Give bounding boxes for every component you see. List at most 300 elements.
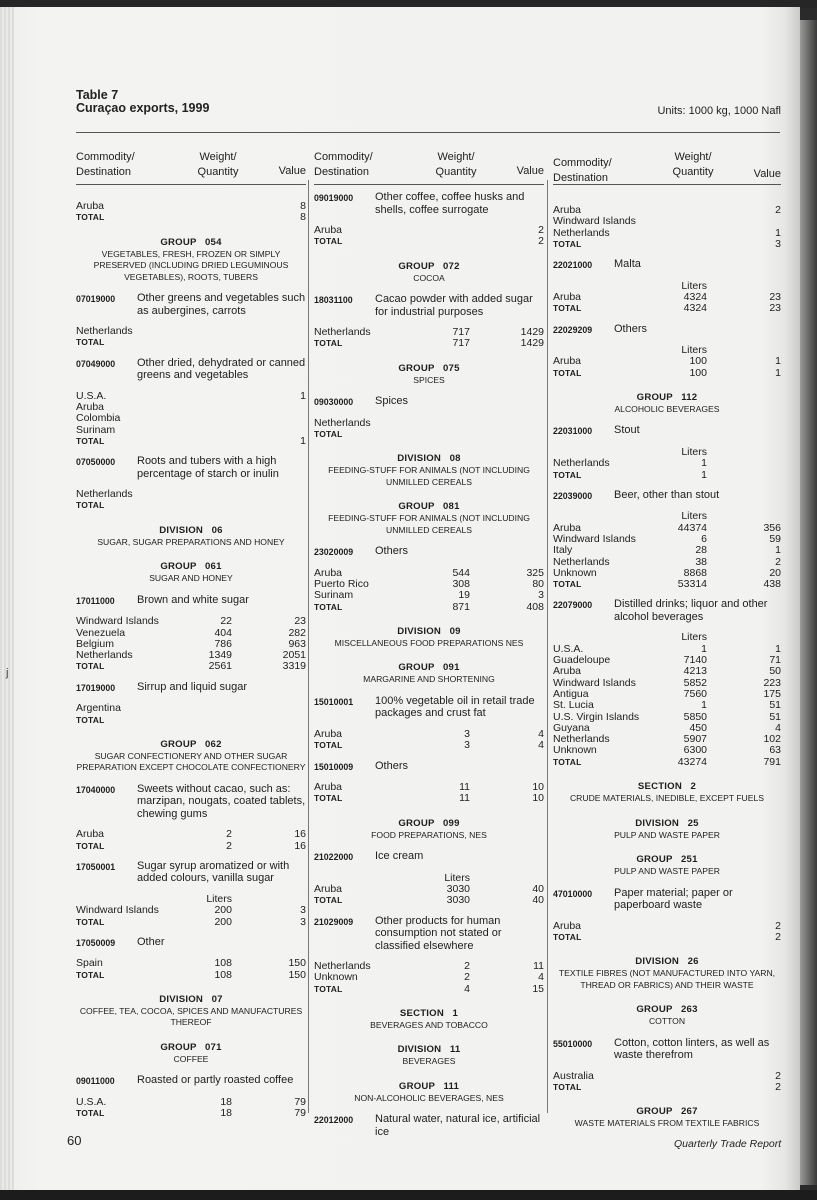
destination: TOTAL — [76, 1108, 105, 1119]
commodity-entry — [314, 1113, 544, 1138]
quantity: 1 — [701, 468, 707, 481]
page-stack-edge — [0, 7, 14, 1191]
page-number: 60 — [67, 1133, 82, 1148]
quantity: 11 — [459, 792, 470, 805]
destination: St. Lucia — [553, 699, 594, 712]
destination-rows — [553, 1071, 781, 1094]
destination: Colombia — [76, 412, 121, 425]
heading-title: GROUP 263 — [636, 1004, 698, 1016]
destination-rows — [553, 281, 781, 315]
value: 2 — [775, 919, 781, 932]
heading-subtitle: FOOD PREPARATIONS, NES — [371, 829, 487, 840]
commodity-code: 15010009 — [314, 761, 354, 772]
heading-subtitle: NON-ALCOHOLIC BEVERAGES, NES — [354, 1092, 504, 1103]
heading-title: DIVISION 26 — [635, 956, 699, 968]
destination-rows — [553, 447, 781, 481]
heading-subtitle: TEXTILE FIBRES (NOT MANUFACTURED INTO YARN, — [558, 968, 776, 979]
destination: Surinam — [314, 589, 354, 602]
commodity-description: Brown and white sugar — [137, 593, 249, 606]
destination: Windward Islands — [76, 904, 159, 917]
quantity: 4 — [464, 982, 470, 995]
classification-heading — [76, 1042, 306, 1066]
destination: Italy — [553, 544, 573, 557]
classification-heading — [553, 1106, 781, 1130]
heading-subtitle: PULP AND WASTE PAPER — [614, 866, 720, 876]
total-row — [76, 661, 306, 672]
destination-rows — [76, 391, 306, 447]
commodity-description: Roots and tubers with a high percentage of starch or inulin — [137, 455, 279, 480]
value: 1 — [775, 226, 781, 239]
destination: Windward Islands — [553, 676, 636, 689]
total-row — [553, 368, 781, 379]
table-row — [76, 201, 306, 212]
value: 40 — [532, 882, 544, 895]
heading-subtitle: PULP AND WASTE PAPER — [614, 829, 720, 840]
table-row — [553, 458, 781, 469]
value: 150 — [288, 968, 306, 981]
quantity: 108 — [214, 957, 232, 970]
quantity: 2561 — [208, 660, 232, 673]
units-note: Units: 1000 kg, 1000 Nafl — [657, 105, 781, 117]
quantity: 38 — [695, 555, 707, 568]
header-commodity: Commodity/ Destination — [314, 151, 373, 178]
quantity: 2 — [464, 971, 470, 984]
table-column-1 — [76, 150, 306, 1120]
destination: Windward Islands — [76, 615, 159, 628]
destination: Netherlands — [76, 488, 133, 501]
destination: Aruba — [76, 400, 105, 413]
commodity-entry — [76, 594, 306, 608]
value: 16 — [294, 839, 306, 852]
table-row — [553, 216, 781, 227]
quantity: 5850 — [683, 710, 707, 723]
commodity-description: Other dried, dehydrated or canned greens and vegetables — [137, 356, 306, 382]
quantity: 7560 — [683, 687, 707, 700]
commodity-description: Spices — [375, 395, 409, 408]
heading-subtitle: UNMILLED CEREALS — [386, 476, 472, 487]
quantity: 308 — [452, 578, 470, 591]
destination: Surinam — [76, 423, 116, 436]
commodity-code: 15010001 — [314, 696, 354, 707]
commodity-description: Cotton, cotton linters, as well as waste therefrom — [614, 1036, 770, 1062]
destination-rows — [76, 1097, 306, 1120]
quantity: 53314 — [677, 578, 707, 591]
classification-heading — [314, 662, 544, 686]
destination: Netherlands — [76, 325, 133, 338]
value: 150 — [288, 957, 306, 970]
total-row — [76, 841, 306, 852]
destination-rows — [553, 632, 781, 768]
value: 408 — [526, 600, 544, 613]
destination-rows — [76, 829, 306, 852]
commodity-description: Malta — [614, 258, 641, 271]
value: 23 — [769, 302, 781, 315]
value: 51 — [769, 699, 781, 712]
destination: Antigua — [553, 687, 589, 700]
value: 2 — [775, 555, 781, 568]
commodity-code: 17011000 — [76, 595, 115, 606]
value: 282 — [288, 626, 306, 639]
commodity-code: 21022000 — [314, 852, 354, 863]
unit-row — [553, 511, 781, 522]
quantity: Liters — [681, 279, 707, 292]
quantity: 786 — [214, 637, 232, 650]
destination: Aruba — [314, 781, 343, 794]
commodity-entry — [553, 598, 781, 623]
quantity: 200 — [214, 904, 232, 917]
destination: Argentina — [76, 702, 121, 715]
table-row — [76, 703, 306, 714]
value: 223 — [763, 676, 781, 689]
destination: Windward Islands — [553, 215, 636, 228]
destination-rows — [76, 958, 306, 981]
quantity: 6300 — [683, 744, 707, 757]
commodity-description: Others — [614, 322, 648, 335]
quantity: 1 — [701, 699, 707, 712]
destination: TOTAL — [553, 238, 582, 249]
table-row — [553, 356, 781, 367]
destination: Aruba — [314, 566, 343, 579]
destination: Aruba — [553, 665, 582, 678]
quantity: 3030 — [446, 882, 470, 895]
table-title-block — [76, 89, 209, 115]
destination-rows — [553, 511, 781, 590]
heading-title: GROUP 075 — [398, 362, 460, 374]
value: 20 — [769, 566, 781, 579]
heading-subtitle: MARGARINE AND SHORTENING — [363, 674, 495, 685]
quantity: 2 — [226, 839, 232, 852]
title-rule — [76, 132, 780, 133]
quantity: Liters — [681, 510, 707, 523]
destination-rows — [314, 327, 544, 350]
commodity-code: 18031100 — [314, 295, 353, 306]
header-commodity: Commodity/ Destination — [76, 151, 135, 178]
header-value: Value — [278, 165, 306, 177]
commodity-code: 09019000 — [314, 193, 354, 203]
commodity-code: 22079000 — [553, 600, 593, 611]
column-body — [553, 185, 781, 1130]
table-row — [553, 700, 781, 711]
commodity-code: 09011000 — [76, 1076, 115, 1087]
destination: TOTAL — [553, 931, 582, 942]
total-row — [76, 917, 306, 928]
table-row — [553, 534, 781, 545]
classification-heading — [76, 237, 306, 284]
table-title: Curaçao exports, 1999 — [76, 101, 210, 115]
commodity-entry — [314, 191, 544, 216]
destination-rows — [314, 961, 544, 995]
classification-heading — [314, 261, 544, 285]
destination: Aruba — [314, 727, 343, 740]
quantity: 4324 — [683, 302, 707, 315]
destination: Netherlands — [553, 733, 610, 746]
destination: Netherlands — [76, 649, 133, 662]
table-row — [314, 225, 544, 236]
total-row — [553, 932, 781, 943]
destination: Puerto Rico — [314, 578, 369, 591]
destination-rows — [76, 201, 306, 224]
table-row — [553, 745, 781, 756]
header-value: Value — [516, 165, 544, 177]
quantity: 544 — [452, 566, 470, 579]
heading-subtitle: SUGAR, SUGAR PREPARATIONS AND HONEY — [97, 536, 285, 547]
value: 80 — [532, 578, 544, 591]
unit-row — [553, 632, 781, 643]
value: 1 — [775, 366, 781, 379]
heading-subtitle: FEEDING-STUFF FOR ANIMALS (NOT INCLUDING — [328, 513, 530, 524]
table-row — [553, 568, 781, 579]
table-row — [314, 782, 544, 793]
quantity: Liters — [681, 445, 707, 458]
commodity-code: 17050009 — [76, 937, 116, 948]
header-value: Value — [753, 168, 781, 180]
destination: TOTAL — [553, 756, 582, 767]
quantity: 4324 — [683, 290, 707, 303]
total-row — [553, 303, 781, 314]
commodity-code: 07049000 — [76, 358, 116, 369]
quantity: 28 — [695, 544, 707, 557]
heading-title: DIVISION 25 — [635, 817, 699, 829]
total-row — [314, 793, 544, 804]
header-weight-quantity: Weight/ Quantity — [435, 151, 477, 178]
quantity: 18 — [220, 1107, 232, 1120]
value: 1 — [775, 544, 781, 557]
quantity: Liters — [681, 631, 707, 644]
commodity-entry — [553, 258, 781, 272]
heading-title: GROUP 251 — [636, 854, 698, 865]
heading-subtitle: FEEDING-STUFF FOR ANIMALS (NOT INCLUDING — [328, 465, 530, 476]
quantity: 22 — [220, 615, 232, 628]
quantity: 1 — [701, 457, 707, 470]
commodity-code: 22021000 — [553, 260, 593, 271]
value: 3 — [538, 589, 544, 602]
quantity: 871 — [452, 600, 470, 613]
table-row — [553, 228, 781, 239]
classification-heading — [76, 525, 306, 549]
heading-subtitle: BEVERAGES AND TOBACCO — [370, 1019, 488, 1030]
destination: Unknown — [314, 971, 358, 984]
destination-rows — [314, 782, 544, 805]
commodity-description: Other — [137, 935, 165, 948]
classification-heading — [314, 501, 544, 536]
destination: Aruba — [314, 882, 343, 895]
table-row — [314, 590, 544, 601]
column-divider — [547, 180, 548, 1113]
destination: Windward Islands — [553, 532, 636, 545]
destination: Belgium — [76, 637, 114, 650]
classification-heading — [553, 781, 781, 805]
heading-title: GROUP 112 — [636, 391, 698, 403]
quantity: 717 — [452, 337, 470, 350]
heading-title: DIVISION 09 — [397, 625, 461, 637]
heading-title: DIVISION 07 — [159, 993, 223, 1005]
value: 2 — [538, 235, 544, 248]
quantity: 717 — [452, 326, 470, 339]
heading-title: GROUP 054 — [160, 236, 222, 248]
value: 8 — [300, 211, 306, 224]
total-row — [553, 579, 781, 590]
destination-rows — [553, 345, 781, 379]
table-row — [314, 418, 544, 429]
destination: Netherlands — [553, 555, 610, 568]
total-row — [76, 212, 306, 223]
table-row — [314, 729, 544, 740]
commodity-entry — [76, 936, 306, 950]
destination-rows — [314, 568, 544, 613]
column-body — [314, 185, 544, 1138]
commodity-entry — [553, 1037, 781, 1062]
heading-subtitle: COFFEE, TEA, COCOA, SPICES AND MANUFACTURES — [79, 1005, 303, 1016]
commodity-code: 22029209 — [553, 324, 593, 335]
destination-rows — [76, 326, 306, 349]
heading-subtitle: COCOA — [413, 272, 445, 283]
column-divider — [308, 180, 309, 1113]
commodity-entry — [76, 292, 306, 317]
commodity-description: Distilled drinks; liquor and other alcohol beverages — [614, 598, 768, 623]
value: 1429 — [520, 326, 544, 339]
value: 791 — [763, 755, 781, 768]
heading-subtitle: VEGETABLES), ROOTS, TUBERS — [124, 271, 258, 282]
column-body — [76, 185, 306, 1120]
heading-title: GROUP 111 — [398, 1080, 460, 1092]
destination: TOTAL — [76, 840, 105, 851]
destination: TOTAL — [76, 435, 105, 446]
destination: Aruba — [76, 828, 105, 841]
total-row — [553, 470, 781, 481]
destination: U.S.A. — [76, 1095, 107, 1108]
destination-rows — [76, 703, 306, 726]
quantity: 6 — [701, 532, 707, 545]
destination: U.S.A. — [553, 642, 584, 655]
commodity-description: 100% vegetable oil in retail trade packages and crust fat — [375, 694, 535, 720]
commodity-description: Natural water, natural ice, artificial ice — [375, 1113, 541, 1138]
value: 63 — [769, 744, 781, 757]
quantity: 108 — [214, 968, 232, 981]
destination: Venezuela — [76, 626, 126, 639]
commodity-description: Cacao powder with added sugar for industrial purposes — [375, 293, 533, 318]
destination: TOTAL — [314, 338, 343, 349]
destination: Aruba — [76, 200, 105, 212]
heading-title: GROUP 091 — [398, 662, 460, 674]
quantity: 2 — [464, 960, 470, 973]
commodity-entry — [76, 1074, 306, 1088]
commodity-description: Other greens and vegetables such as aubergines, carrots — [137, 292, 306, 317]
commodity-code: 22031000 — [553, 426, 593, 437]
value: 2 — [775, 204, 781, 216]
destination: TOTAL — [553, 469, 582, 480]
value: 8 — [300, 200, 306, 212]
quantity: 19 — [458, 589, 470, 602]
commodity-description: Sweets without cacao, such as: marzipan, nougats, coated tablets, chewing gums — [137, 782, 306, 820]
heading-subtitle: UNMILLED CEREALS — [386, 524, 472, 535]
quantity: 5852 — [683, 676, 707, 689]
value: 325 — [526, 566, 544, 579]
total-row — [553, 757, 781, 768]
total-row — [553, 239, 781, 250]
commodity-description: Beer, other than stout — [614, 488, 720, 501]
heading-subtitle: COTTON — [648, 1016, 686, 1027]
commodity-description: Sugar syrup aromatized or with added colours, vanilla sugar — [137, 859, 290, 885]
total-row — [76, 715, 306, 726]
destination: Australia — [553, 1069, 594, 1082]
value: 4 — [538, 739, 544, 752]
column-header — [314, 150, 544, 185]
heading-title: GROUP 072 — [398, 260, 460, 272]
quantity: 5907 — [683, 733, 707, 746]
destination-rows — [553, 205, 781, 250]
commodity-description: Other products for human consumption not stated or classified elsewhere — [375, 914, 502, 952]
destination: Aruba — [553, 204, 582, 216]
total-row — [314, 429, 544, 440]
commodity-description: Other coffee, coffee husks and shells, coffee surrogate — [375, 191, 525, 216]
destination-rows — [314, 729, 544, 752]
value: 2 — [775, 930, 781, 943]
value: 23 — [294, 615, 306, 628]
destination: TOTAL — [76, 337, 105, 348]
commodity-entry — [553, 424, 781, 438]
commodity-entry — [314, 915, 544, 953]
total-row — [314, 338, 544, 349]
commodity-code: 21029009 — [314, 916, 354, 927]
column-header — [553, 150, 781, 185]
commodity-entry — [314, 395, 544, 409]
table-row — [553, 292, 781, 303]
table-row — [553, 666, 781, 677]
unit-row — [553, 345, 781, 356]
value: 438 — [763, 578, 781, 591]
table-row — [76, 489, 306, 500]
destination-rows — [314, 225, 544, 248]
commodity-entry — [314, 695, 544, 720]
value: 1 — [300, 389, 306, 402]
destination: TOTAL — [553, 579, 582, 590]
value: 79 — [294, 1095, 306, 1108]
heading-subtitle: THREAD OR FABRICS) AND THEIR WASTE — [580, 979, 754, 990]
quantity: Liters — [206, 892, 232, 905]
quantity: 3 — [464, 739, 470, 752]
quantity: Liters — [681, 344, 707, 357]
value: 1 — [300, 434, 306, 447]
commodity-code: 07050000 — [76, 457, 116, 468]
destination: TOTAL — [76, 916, 105, 927]
heading-title: SECTION 1 — [399, 1007, 459, 1019]
table-row — [314, 327, 544, 338]
destination: Netherlands — [553, 457, 610, 470]
unit-row — [314, 873, 544, 884]
quantity: 44374 — [677, 521, 707, 534]
commodity-description: Others — [375, 759, 409, 772]
total-row — [553, 1082, 781, 1093]
value: 4 — [538, 971, 544, 984]
commodity-code: 17050001 — [76, 861, 116, 872]
heading-subtitle: CRUDE MATERIALS, INEDIBLE, EXCEPT FUELS — [569, 793, 765, 803]
heading-subtitle: COFFEE — [173, 1053, 209, 1064]
destination: TOTAL — [76, 500, 105, 511]
heading-subtitle: BEVERAGES — [402, 1056, 456, 1067]
book-spine-shadow — [800, 20, 817, 1185]
destination: Netherlands — [553, 226, 610, 239]
heading-subtitle: PRESERVED (INCLUDING DRIED LEGUMINOUS — [93, 260, 289, 271]
destination: TOTAL — [314, 601, 343, 612]
table-row — [76, 326, 306, 337]
heading-title: GROUP 071 — [160, 1041, 222, 1053]
commodity-description: Paper material; paper or paperboard waste — [614, 886, 733, 911]
table-row — [76, 650, 306, 661]
quantity: 4213 — [683, 665, 707, 678]
destination: Guyana — [553, 721, 590, 734]
value: 23 — [769, 290, 781, 303]
destination: TOTAL — [76, 212, 105, 223]
